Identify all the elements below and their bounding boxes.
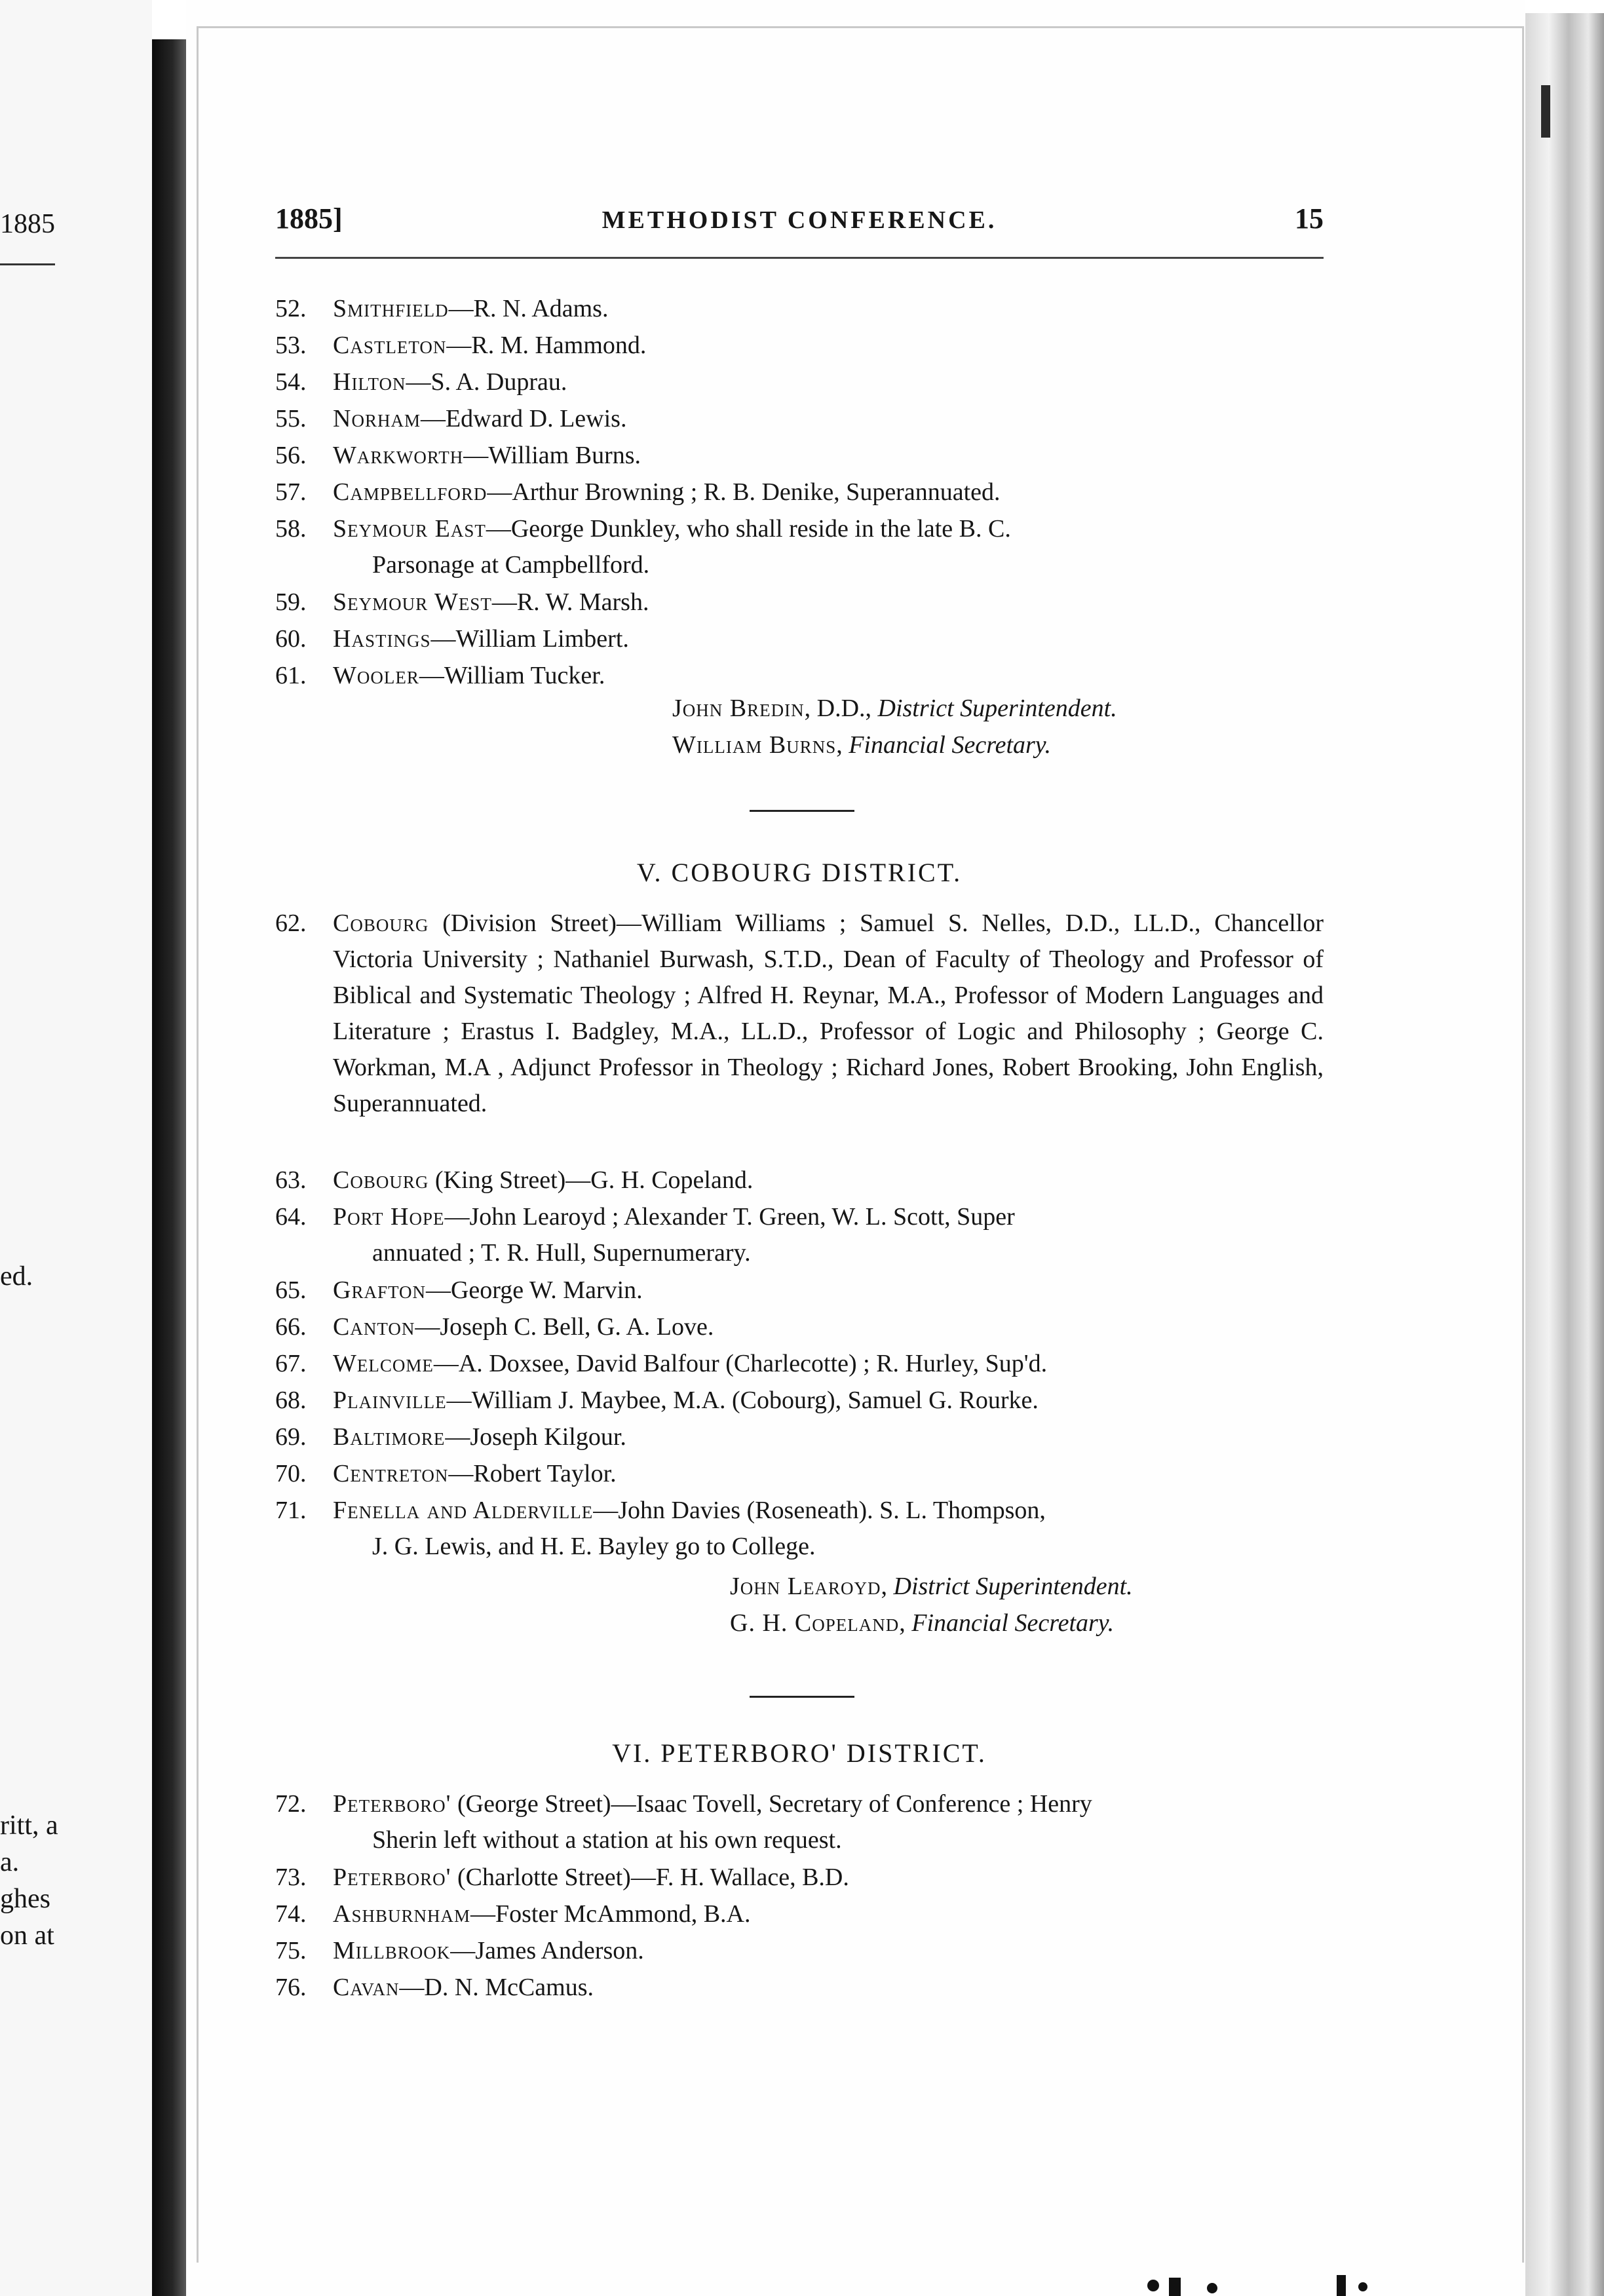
entry-number: 62. <box>275 909 307 937</box>
financial-secretary-line <box>730 1605 1114 1641</box>
officer-role: District Superintendent. <box>893 1573 1133 1600</box>
station-name: Castleton <box>333 332 447 359</box>
station-ministers: —William J. Maybee, M.A. (Cobourg), Samuel G. Rourke. <box>446 1387 1039 1414</box>
entry-number: 56. <box>275 442 307 469</box>
station-name: Seymour East <box>333 515 486 543</box>
station-entry <box>275 1419 1324 1455</box>
officer-name: G. H. Copeland <box>730 1609 900 1637</box>
entry-number: 67. <box>275 1350 307 1377</box>
station-ministers: —D. N. McCamus. <box>399 1974 594 2001</box>
facing-page-fragment: ghes <box>0 1884 50 1914</box>
district-heading: VI. PETERBORO' DISTRICT. <box>612 1738 987 1768</box>
entry-number: 61. <box>275 662 307 689</box>
station-entry <box>275 1383 1324 1419</box>
station-name: Welcome <box>333 1350 434 1377</box>
facing-page-fragment: on at <box>0 1921 54 1951</box>
station-entry <box>275 1199 1324 1271</box>
station-name: Warkworth <box>333 442 464 469</box>
station-ministers: —William Limbert. <box>430 625 629 653</box>
station-entry <box>275 1860 1324 1896</box>
station-ministers: —James Anderson. <box>450 1937 644 1964</box>
district-superintendent-line <box>730 1569 1133 1605</box>
station-entry <box>275 438 1324 474</box>
station-ministers: (King Street)—G. H. Copeland. <box>429 1166 754 1194</box>
station-name: Port Hope <box>333 1203 445 1231</box>
station-name: Millbrook <box>333 1937 451 1964</box>
station-ministers: —Arthur Browning ; R. B. Denike, Superannuated. <box>487 478 1001 506</box>
station-name: Ashburnham <box>333 1900 470 1928</box>
entry-number: 65. <box>275 1276 307 1304</box>
station-entry <box>275 1896 1324 1932</box>
station-ministers: —William Tucker. <box>419 662 605 689</box>
station-name: Cavan <box>333 1974 400 2001</box>
station-name: Seymour West <box>333 588 492 616</box>
station-entry <box>275 1933 1324 1969</box>
facing-page-fragment: ed. <box>0 1261 33 1292</box>
officer-separator: , <box>899 1609 912 1637</box>
station-entry <box>275 1346 1324 1382</box>
entry-number: 70. <box>275 1460 307 1487</box>
station-name: Cobourg <box>333 1166 429 1194</box>
entry-number: 63. <box>275 1166 307 1194</box>
entry-number: 57. <box>275 478 307 506</box>
entry-number: 60. <box>275 625 307 653</box>
station-entry <box>275 1162 1324 1198</box>
facing-page-fragment: ritt, a <box>0 1810 58 1841</box>
facing-page-edge <box>0 0 152 2296</box>
station-entry <box>275 1786 1324 1858</box>
station-name: Cobourg <box>333 909 429 937</box>
station-name: Grafton <box>333 1276 426 1304</box>
station-ministers: —Robert Taylor. <box>448 1460 617 1487</box>
station-name: Norham <box>333 405 421 432</box>
station-ministers: —S. A. Duprau. <box>406 368 567 396</box>
entry-number: 69. <box>275 1423 307 1451</box>
station-entry <box>275 1309 1324 1345</box>
entry-number: 55. <box>275 405 307 432</box>
entry-number: 53. <box>275 332 307 359</box>
station-ministers: —Joseph Kilgour. <box>445 1423 626 1451</box>
facing-page-fragment: a. <box>0 1847 20 1877</box>
section-divider <box>750 810 854 812</box>
station-entry <box>275 401 1324 437</box>
officer-separator: , <box>881 1573 894 1600</box>
station-name: Campbellford <box>333 478 487 506</box>
station-name: Canton <box>333 1313 415 1341</box>
station-entry <box>275 291 1324 327</box>
entry-number: 71. <box>275 1497 307 1524</box>
station-entry <box>275 511 1324 583</box>
running-head <box>275 202 1324 241</box>
officer-role: Financial Secretary. <box>849 731 1052 759</box>
station-entry <box>275 1272 1324 1309</box>
station-ministers: —William Burns. <box>463 442 641 469</box>
officer-name: John Bredin <box>672 695 805 722</box>
district-superintendent-line <box>672 691 1117 727</box>
facing-page-fragment: 1885 <box>0 209 55 239</box>
station-name: Plainville <box>333 1387 447 1414</box>
station-entry <box>275 621 1324 657</box>
entry-number: 58. <box>275 515 307 543</box>
station-name: Smithfield <box>333 295 449 322</box>
officer-role: Financial Secretary. <box>911 1609 1115 1637</box>
entry-number: 64. <box>275 1203 307 1231</box>
station-name: Wooler <box>333 662 419 689</box>
station-continuation: annuated ; T. R. Hull, Supernumerary. <box>372 1239 751 1267</box>
station-ministers: —John Learoyd ; Alexander T. Green, W. L. Scott, Super <box>444 1203 1015 1231</box>
edge-mark <box>1541 85 1550 138</box>
station-ministers: —A. Doxsee, David Balfour (Charlecotte) ; R. Hurley, Sup'd. <box>433 1350 1048 1377</box>
station-entry <box>275 1493 1324 1565</box>
district-heading: V. COBOURG DISTRICT. <box>636 858 963 887</box>
station-ministers: —R. W. Marsh. <box>491 588 649 616</box>
station-entry <box>275 474 1324 510</box>
station-ministers: —George Dunkley, who shall reside in the late B. C. <box>486 515 1011 543</box>
station-entry <box>275 328 1324 364</box>
entry-number: 68. <box>275 1387 307 1414</box>
station-ministers: —R. N. Adams. <box>448 295 609 322</box>
station-entry <box>275 1970 1324 2006</box>
entry-number: 73. <box>275 1864 307 1891</box>
page-stack-edge <box>1525 13 1604 2296</box>
section-divider <box>750 1696 854 1698</box>
station-ministers: (Charlotte Street)—F. H. Wallace, B.D. <box>451 1864 849 1891</box>
station-entry <box>275 906 1324 1122</box>
station-name: Hastings <box>333 625 431 653</box>
entry-number: 72. <box>275 1790 307 1818</box>
financial-secretary-line <box>672 727 1051 763</box>
header-rule <box>275 257 1324 259</box>
page-number: 15 <box>1295 202 1324 235</box>
station-continuation: J. G. Lewis, and H. E. Bayley go to College. <box>372 1533 816 1560</box>
station-ministers: —Foster McAmmond, B.A. <box>470 1900 751 1928</box>
station-ministers: —R. M. Hammond. <box>446 332 647 359</box>
running-head-year: 1885] <box>275 202 343 235</box>
station-name: Peterboro' <box>333 1864 451 1891</box>
entry-number: 52. <box>275 295 307 322</box>
entry-number: 76. <box>275 1974 307 2001</box>
station-name: Fenella and Alderville <box>333 1497 594 1524</box>
station-ministers: —John Davies (Roseneath). S. L. Thompson, <box>593 1497 1046 1524</box>
station-name: Hilton <box>333 368 406 396</box>
scan-artifact-marks <box>1140 2268 1376 2296</box>
station-entry <box>275 658 1324 694</box>
facing-page-rule <box>0 263 55 265</box>
running-head-title: METHODIST CONFERENCE. <box>602 206 997 234</box>
station-continuation: Sherin left without a station at his own request. <box>372 1826 842 1854</box>
officer-degree: , D.D., <box>804 695 878 722</box>
station-ministers: (George Street)—Isaac Tovell, Secretary of Conference ; Henry <box>451 1790 1092 1818</box>
station-ministers: —Joseph C. Bell, G. A. Love. <box>415 1313 714 1341</box>
station-entry <box>275 364 1324 400</box>
station-entry <box>275 584 1324 621</box>
officer-name: William Burns <box>672 731 837 759</box>
station-ministers: (Division Street)—William Williams ; Samuel S. Nelles, D.D., LL.D., Chancellor Victoria University ; Nathaniel Burwash, S.T.D., Dean of Faculty of Theology and Professor of Biblical and Systematic Theology ; Alfred H. Reynar, M.A., Professor of Modern Languages and Literature ; Erastus I. Badgley, M.A., LL.D., Professor of Logic and Philosophy ; George C. Workman, M.A , Adjunct Professor in Theology ; Richard Jones, Robert Brooking, John English, Superannuated. <box>333 909 1324 1117</box>
officer-separator: , <box>836 731 849 759</box>
station-ministers: —George W. Marvin. <box>425 1276 643 1304</box>
station-name: Peterboro' <box>333 1790 451 1818</box>
entry-number: 74. <box>275 1900 307 1928</box>
station-entry <box>275 1456 1324 1492</box>
officer-name: John Learoyd <box>730 1573 881 1600</box>
entry-number: 66. <box>275 1313 307 1341</box>
entry-number: 59. <box>275 588 307 616</box>
station-continuation: Parsonage at Campbellford. <box>372 551 650 579</box>
station-name: Baltimore <box>333 1423 446 1451</box>
book-spine-shadow <box>152 39 186 2296</box>
officer-role: District Superintendent. <box>877 695 1117 722</box>
station-ministers: —Edward D. Lewis. <box>420 405 627 432</box>
entry-number: 54. <box>275 368 307 396</box>
station-name: Centreton <box>333 1460 449 1487</box>
entry-number: 75. <box>275 1937 307 1964</box>
